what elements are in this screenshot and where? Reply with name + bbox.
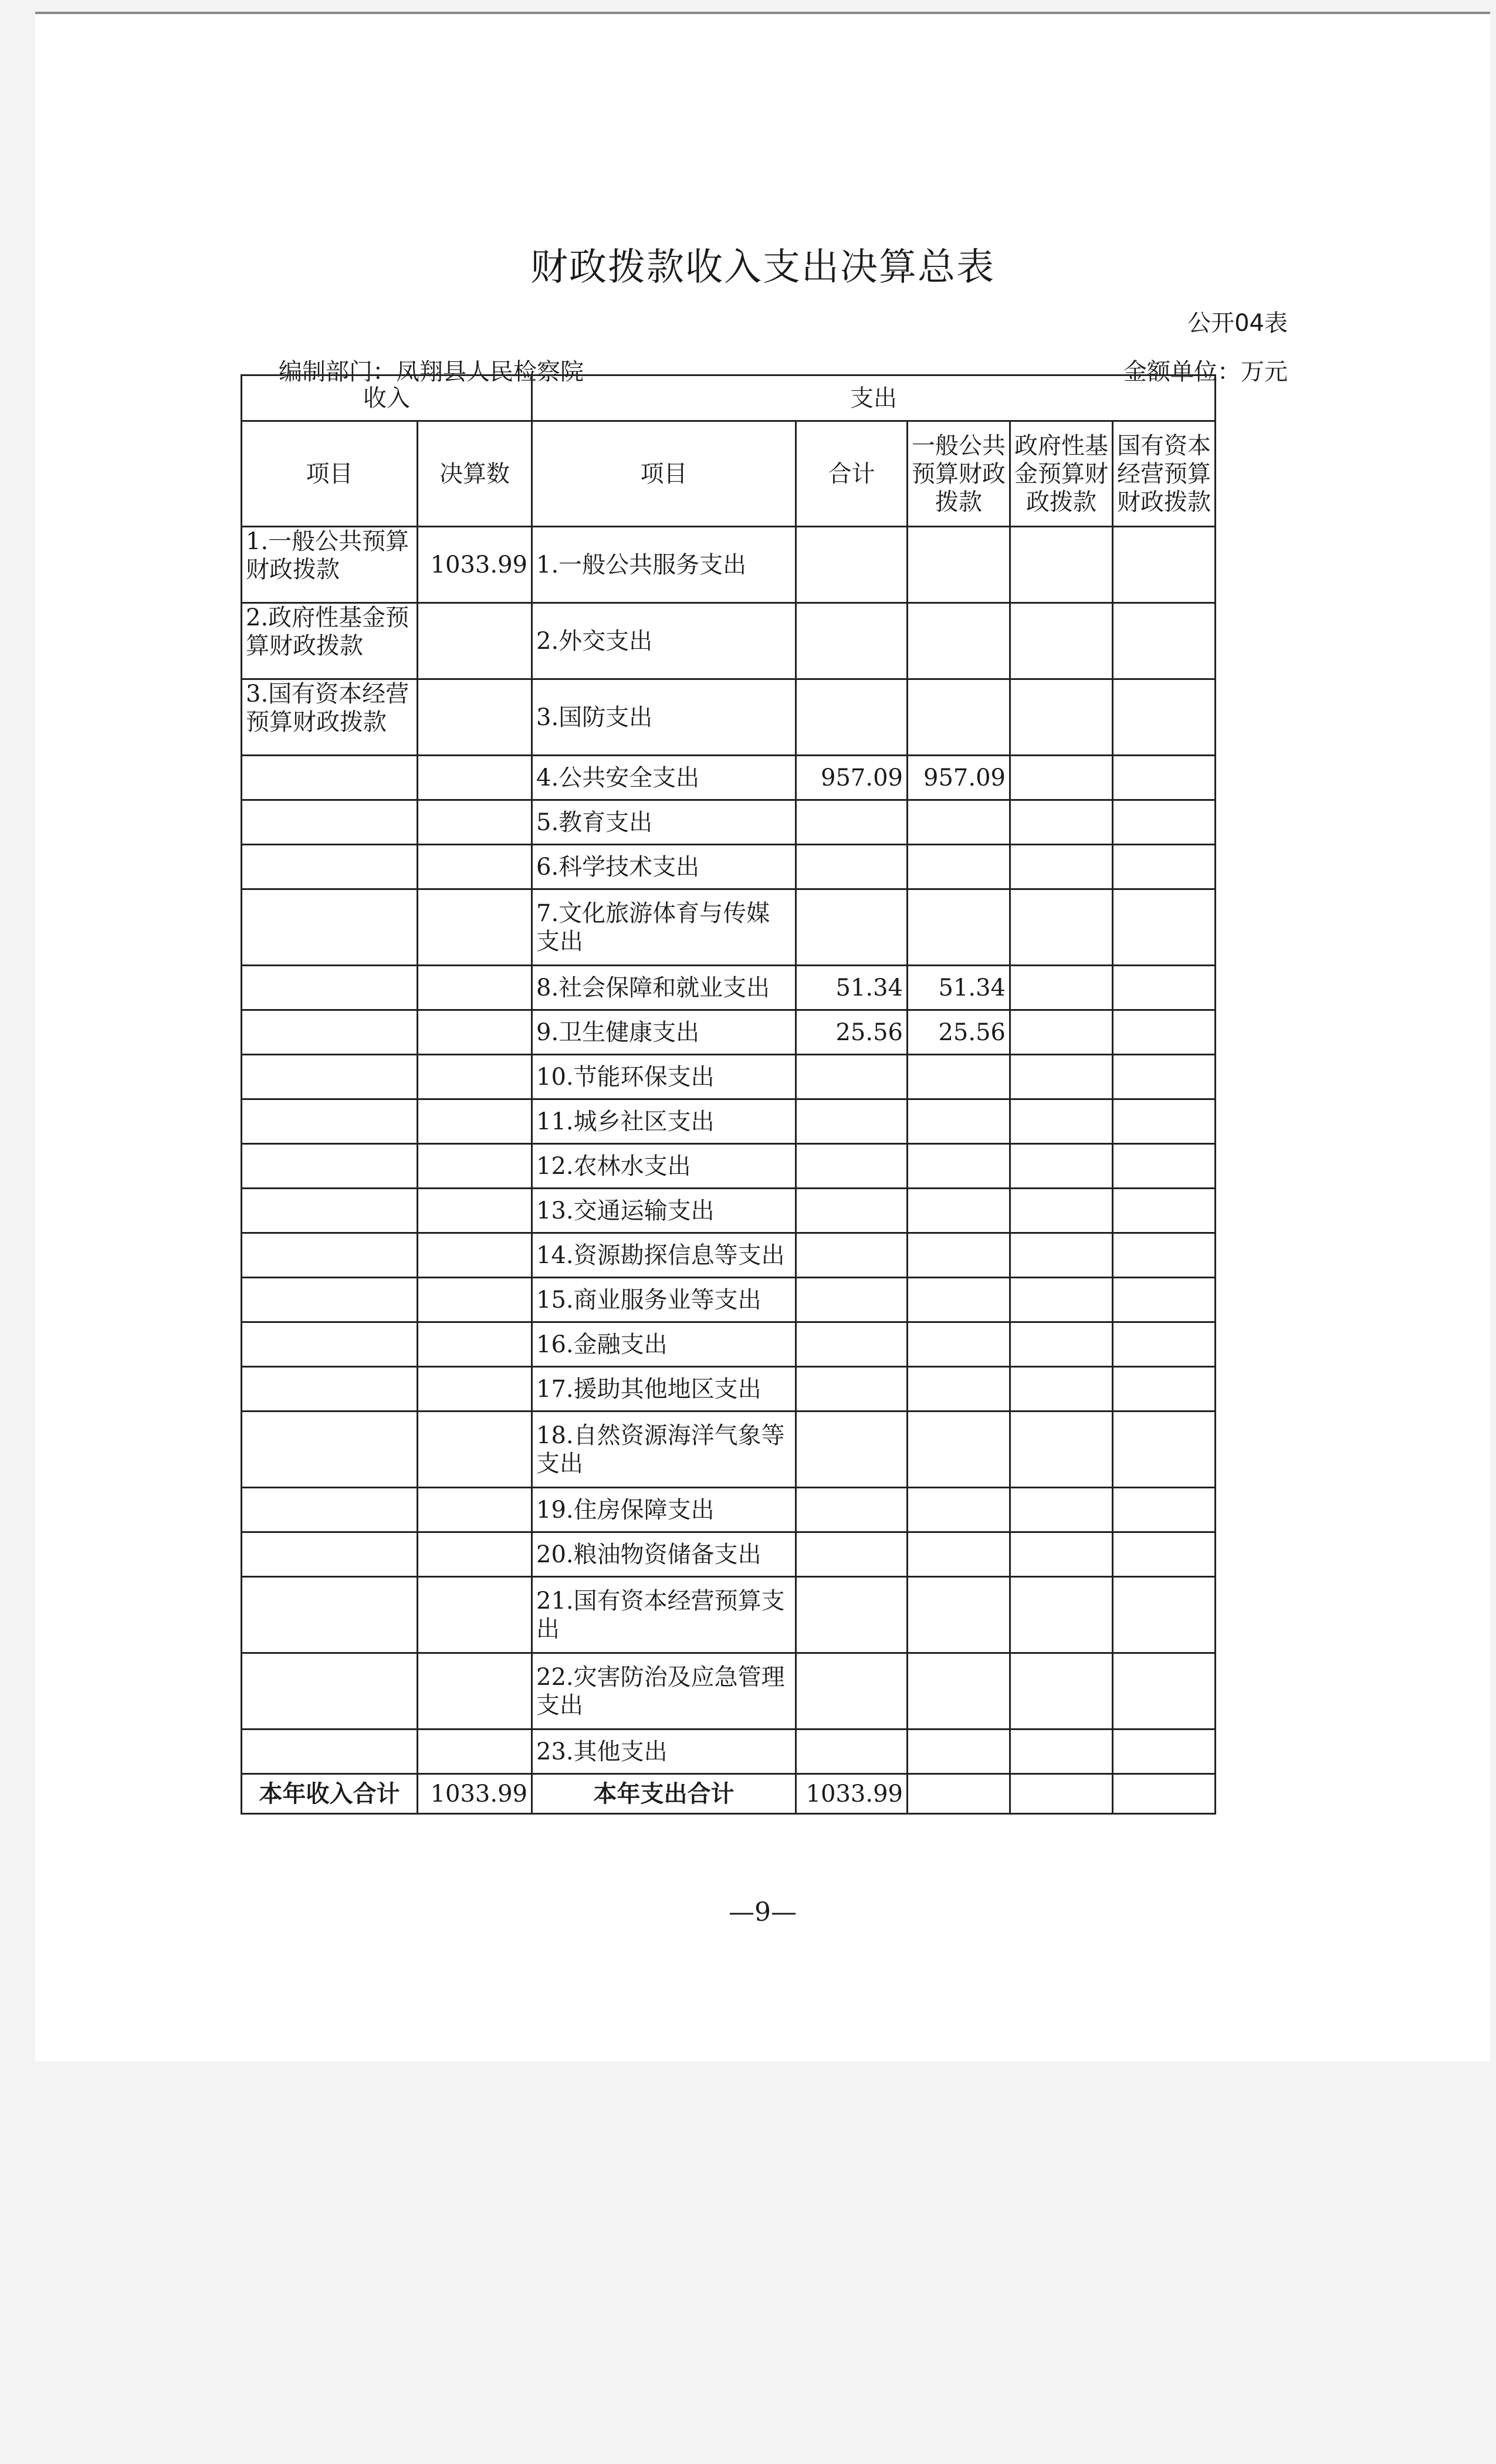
gov-fund-cell — [1010, 889, 1113, 966]
general-budget-cell — [908, 1278, 1010, 1322]
income-amount-cell — [418, 1532, 532, 1577]
income-amount-cell — [418, 845, 532, 889]
gov-fund-cell — [1010, 603, 1113, 679]
expense-item-cell: 8.社会保障和就业支出 — [532, 966, 796, 1010]
income-amount-cell — [418, 1010, 532, 1055]
expense-total-cell — [796, 1729, 908, 1774]
income-total-amount: 1033.99 — [418, 1774, 532, 1814]
expense-total-cell — [796, 1412, 908, 1488]
general-budget-cell — [908, 1729, 1010, 1774]
income-item-cell — [242, 1412, 418, 1488]
income-item-cell — [242, 889, 418, 966]
expense-total-cell — [796, 1144, 908, 1189]
income-amount-cell — [418, 1367, 532, 1412]
general-budget-cell — [908, 1099, 1010, 1144]
expense-item-cell: 4.公共安全支出 — [532, 756, 796, 800]
general-budget-cell — [908, 1488, 1010, 1532]
table-row — [242, 966, 1216, 1010]
expense-item-cell: 20.粮油物资储备支出 — [532, 1532, 796, 1577]
table-row — [242, 889, 1216, 966]
general-budget-cell: 25.56 — [908, 1010, 1010, 1055]
income-group-header: 收入 — [242, 375, 532, 421]
expense-total-cell — [796, 1653, 908, 1729]
expense-item-cell: 5.教育支出 — [532, 800, 796, 845]
state-capital-cell — [1113, 1278, 1216, 1322]
income-amount-cell — [418, 800, 532, 845]
general-budget-cell — [908, 1367, 1010, 1412]
table-row — [242, 800, 1216, 845]
table-row — [242, 845, 1216, 889]
expense-total-amount: 1033.99 — [796, 1774, 908, 1814]
table-row — [242, 1322, 1216, 1367]
gov-fund-cell — [1010, 1189, 1113, 1233]
income-item-cell — [242, 756, 418, 800]
expense-total-cell — [796, 889, 908, 966]
table-row — [242, 603, 1216, 679]
general-budget-cell — [908, 527, 1010, 603]
table-row — [242, 679, 1216, 756]
table-body — [242, 527, 1216, 1774]
general-budget-cell — [908, 845, 1010, 889]
expense-item-cell: 14.资源勘探信息等支出 — [532, 1233, 796, 1278]
fund-total-amount — [1010, 1774, 1113, 1814]
unit-label: 金额单位：万元 — [1123, 358, 1288, 385]
income-amount-cell — [418, 679, 532, 756]
general-budget-cell — [908, 1577, 1010, 1653]
table-row — [242, 1144, 1216, 1189]
expense-total-cell — [796, 1577, 908, 1653]
income-amount-cell: 1033.99 — [418, 527, 532, 603]
expense-item-cell: 6.科学技术支出 — [532, 845, 796, 889]
general-budget-cell — [908, 1412, 1010, 1488]
gov-fund-cell — [1010, 1532, 1113, 1577]
general-budget-cell: 51.34 — [908, 966, 1010, 1010]
state-capital-cell — [1113, 1412, 1216, 1488]
expense-item-cell: 12.农林水支出 — [532, 1144, 796, 1189]
income-item-cell — [242, 1233, 418, 1278]
table-row — [242, 1532, 1216, 1577]
gov-fund-cell — [1010, 1322, 1113, 1367]
expense-total-cell — [796, 679, 908, 756]
table-row — [242, 527, 1216, 603]
income-item-cell — [242, 1532, 418, 1577]
gov-fund-cell — [1010, 1653, 1113, 1729]
gov-fund-cell — [1010, 1729, 1113, 1774]
income-item-cell — [242, 1278, 418, 1322]
expense-item-cell: 17.援助其他地区支出 — [532, 1367, 796, 1412]
income-item-header: 项目 — [242, 421, 418, 527]
state-capital-cell — [1113, 889, 1216, 966]
page-number: —9— — [729, 1897, 797, 1927]
expense-item-cell: 7.文化旅游体育与传媒支出 — [532, 889, 796, 966]
page-title: 财政拨款收入支出决算总表 — [530, 246, 995, 289]
general-budget-header: 一般公共预算财政拨款 — [908, 421, 1010, 527]
general-budget-cell — [908, 1055, 1010, 1099]
income-amount-cell — [418, 966, 532, 1010]
table-row — [242, 1577, 1216, 1653]
expense-total-cell — [796, 845, 908, 889]
gov-fund-cell — [1010, 527, 1113, 603]
general-budget-cell — [908, 1144, 1010, 1189]
expense-item-cell: 13.交通运输支出 — [532, 1189, 796, 1233]
general-budget-cell — [908, 1653, 1010, 1729]
gov-fund-cell — [1010, 1412, 1113, 1488]
state-capital-header: 国有资本经营预算财政拨款 — [1113, 421, 1216, 527]
gov-fund-cell — [1010, 1233, 1113, 1278]
state-capital-cell — [1113, 1144, 1216, 1189]
state-capital-cell — [1113, 1532, 1216, 1577]
general-budget-cell — [908, 889, 1010, 966]
state-capital-cell — [1113, 1729, 1216, 1774]
income-item-cell: 2.政府性基金预算财政拨款 — [242, 603, 418, 679]
state-capital-cell — [1113, 1488, 1216, 1532]
income-item-cell — [242, 1653, 418, 1729]
state-capital-cell — [1113, 527, 1216, 603]
income-item-cell: 3.国有资本经营预算财政拨款 — [242, 679, 418, 756]
income-amount-cell — [418, 1322, 532, 1367]
income-item-cell — [242, 1144, 418, 1189]
gov-fund-cell — [1010, 756, 1113, 800]
income-amount-header: 决算数 — [418, 421, 532, 527]
table-row — [242, 1189, 1216, 1233]
expense-total-cell: 25.56 — [796, 1010, 908, 1055]
income-item-cell — [242, 800, 418, 845]
gov-fund-header: 政府性基金预算财政拨款 — [1010, 421, 1113, 527]
gov-fund-cell — [1010, 1367, 1113, 1412]
state-capital-cell — [1113, 1099, 1216, 1144]
income-amount-cell — [418, 1099, 532, 1144]
income-total-label: 本年收入合计 — [242, 1774, 418, 1814]
income-item-cell — [242, 1488, 418, 1532]
income-item-cell — [242, 1367, 418, 1412]
expense-item-cell: 3.国防支出 — [532, 679, 796, 756]
expense-total-cell — [796, 1189, 908, 1233]
expense-item-cell: 22.灾害防治及应急管理支出 — [532, 1653, 796, 1729]
gov-fund-cell — [1010, 679, 1113, 756]
state-capital-cell — [1113, 1233, 1216, 1278]
state-capital-cell — [1113, 1367, 1216, 1412]
state-capital-cell — [1113, 1055, 1216, 1099]
general-total-amount — [908, 1774, 1010, 1814]
expense-total-cell: 51.34 — [796, 966, 908, 1010]
expense-item-cell: 2.外交支出 — [532, 603, 796, 679]
general-budget-cell: 957.09 — [908, 756, 1010, 800]
income-item-cell — [242, 1189, 418, 1233]
general-budget-cell — [908, 603, 1010, 679]
gov-fund-cell — [1010, 1010, 1113, 1055]
state-capital-cell — [1113, 1322, 1216, 1367]
expense-item-cell: 10.节能环保支出 — [532, 1055, 796, 1099]
table-row — [242, 1729, 1216, 1774]
income-amount-cell — [418, 603, 532, 679]
state-capital-cell — [1113, 966, 1216, 1010]
table-row — [242, 1010, 1216, 1055]
income-amount-cell — [418, 889, 532, 966]
expense-total-cell — [796, 1233, 908, 1278]
table-row — [242, 1278, 1216, 1322]
general-budget-cell — [908, 800, 1010, 845]
expense-total-cell — [796, 1488, 908, 1532]
form-number: 公开04表 — [1187, 310, 1288, 337]
state-capital-cell — [1113, 603, 1216, 679]
income-item-cell — [242, 1729, 418, 1774]
income-item-cell — [242, 1055, 418, 1099]
table-row — [242, 1367, 1216, 1412]
expense-total-cell — [796, 1055, 908, 1099]
income-item-cell — [242, 1577, 418, 1653]
budget-summary-table — [241, 374, 1216, 1815]
expense-item-cell: 9.卫生健康支出 — [532, 1010, 796, 1055]
expense-item-cell: 18.自然资源海洋气象等支出 — [532, 1412, 796, 1488]
gov-fund-cell — [1010, 1278, 1113, 1322]
department-label: 编制部门：凤翔县人民检察院 — [279, 358, 584, 385]
income-item-cell — [242, 845, 418, 889]
income-amount-cell — [418, 1278, 532, 1322]
income-amount-cell — [418, 1577, 532, 1653]
income-amount-cell — [418, 1055, 532, 1099]
table-row — [242, 1233, 1216, 1278]
income-item-cell — [242, 1322, 418, 1367]
income-amount-cell — [418, 1653, 532, 1729]
expense-total-cell — [796, 527, 908, 603]
gov-fund-cell — [1010, 1055, 1113, 1099]
gov-fund-cell — [1010, 845, 1113, 889]
expense-item-cell: 16.金融支出 — [532, 1322, 796, 1367]
income-amount-cell — [418, 1412, 532, 1488]
state-capital-cell — [1113, 679, 1216, 756]
expense-total-cell: 957.09 — [796, 756, 908, 800]
table-row — [242, 1488, 1216, 1532]
capital-total-amount — [1113, 1774, 1216, 1814]
expense-item-cell: 21.国有资本经营预算支出 — [532, 1577, 796, 1653]
general-budget-cell — [908, 1233, 1010, 1278]
table-row — [242, 1653, 1216, 1729]
expense-total-cell — [796, 1099, 908, 1144]
income-amount-cell — [418, 1488, 532, 1532]
expense-item-cell: 1.一般公共服务支出 — [532, 527, 796, 603]
state-capital-cell — [1113, 1010, 1216, 1055]
general-budget-cell — [908, 1322, 1010, 1367]
state-capital-cell — [1113, 845, 1216, 889]
table-row — [242, 756, 1216, 800]
expense-item-cell: 15.商业服务业等支出 — [532, 1278, 796, 1322]
table-row — [242, 1055, 1216, 1099]
expense-total-label: 本年支出合计 — [532, 1774, 796, 1814]
state-capital-cell — [1113, 800, 1216, 845]
state-capital-cell — [1113, 1577, 1216, 1653]
income-amount-cell — [418, 1729, 532, 1774]
income-amount-cell — [418, 1144, 532, 1189]
expense-item-cell: 23.其他支出 — [532, 1729, 796, 1774]
expense-group-header: 支出 — [532, 375, 1216, 421]
expense-total-header: 合计 — [796, 421, 908, 527]
gov-fund-cell — [1010, 1144, 1113, 1189]
expense-item-cell: 11.城乡社区支出 — [532, 1099, 796, 1144]
expense-total-cell — [796, 1278, 908, 1322]
expense-total-cell — [796, 1322, 908, 1367]
expense-total-cell — [796, 1367, 908, 1412]
income-amount-cell — [418, 1233, 532, 1278]
income-item-cell: 1.一般公共预算财政拨款 — [242, 527, 418, 603]
general-budget-cell — [908, 1189, 1010, 1233]
gov-fund-cell — [1010, 1099, 1113, 1144]
expense-total-cell — [796, 800, 908, 845]
general-budget-cell — [908, 679, 1010, 756]
income-amount-cell — [418, 1189, 532, 1233]
gov-fund-cell — [1010, 800, 1113, 845]
expense-item-cell: 19.住房保障支出 — [532, 1488, 796, 1532]
income-item-cell — [242, 1099, 418, 1144]
expense-total-cell — [796, 1532, 908, 1577]
gov-fund-cell — [1010, 1488, 1113, 1532]
income-item-cell — [242, 1010, 418, 1055]
table-row — [242, 1412, 1216, 1488]
state-capital-cell — [1113, 1653, 1216, 1729]
income-amount-cell — [418, 756, 532, 800]
gov-fund-cell — [1010, 1577, 1113, 1653]
income-item-cell — [242, 966, 418, 1010]
table-row — [242, 1099, 1216, 1144]
state-capital-cell — [1113, 1189, 1216, 1233]
general-budget-cell — [908, 1532, 1010, 1577]
expense-total-cell — [796, 603, 908, 679]
state-capital-cell — [1113, 756, 1216, 800]
expense-item-header: 项目 — [532, 421, 796, 527]
gov-fund-cell — [1010, 966, 1113, 1010]
